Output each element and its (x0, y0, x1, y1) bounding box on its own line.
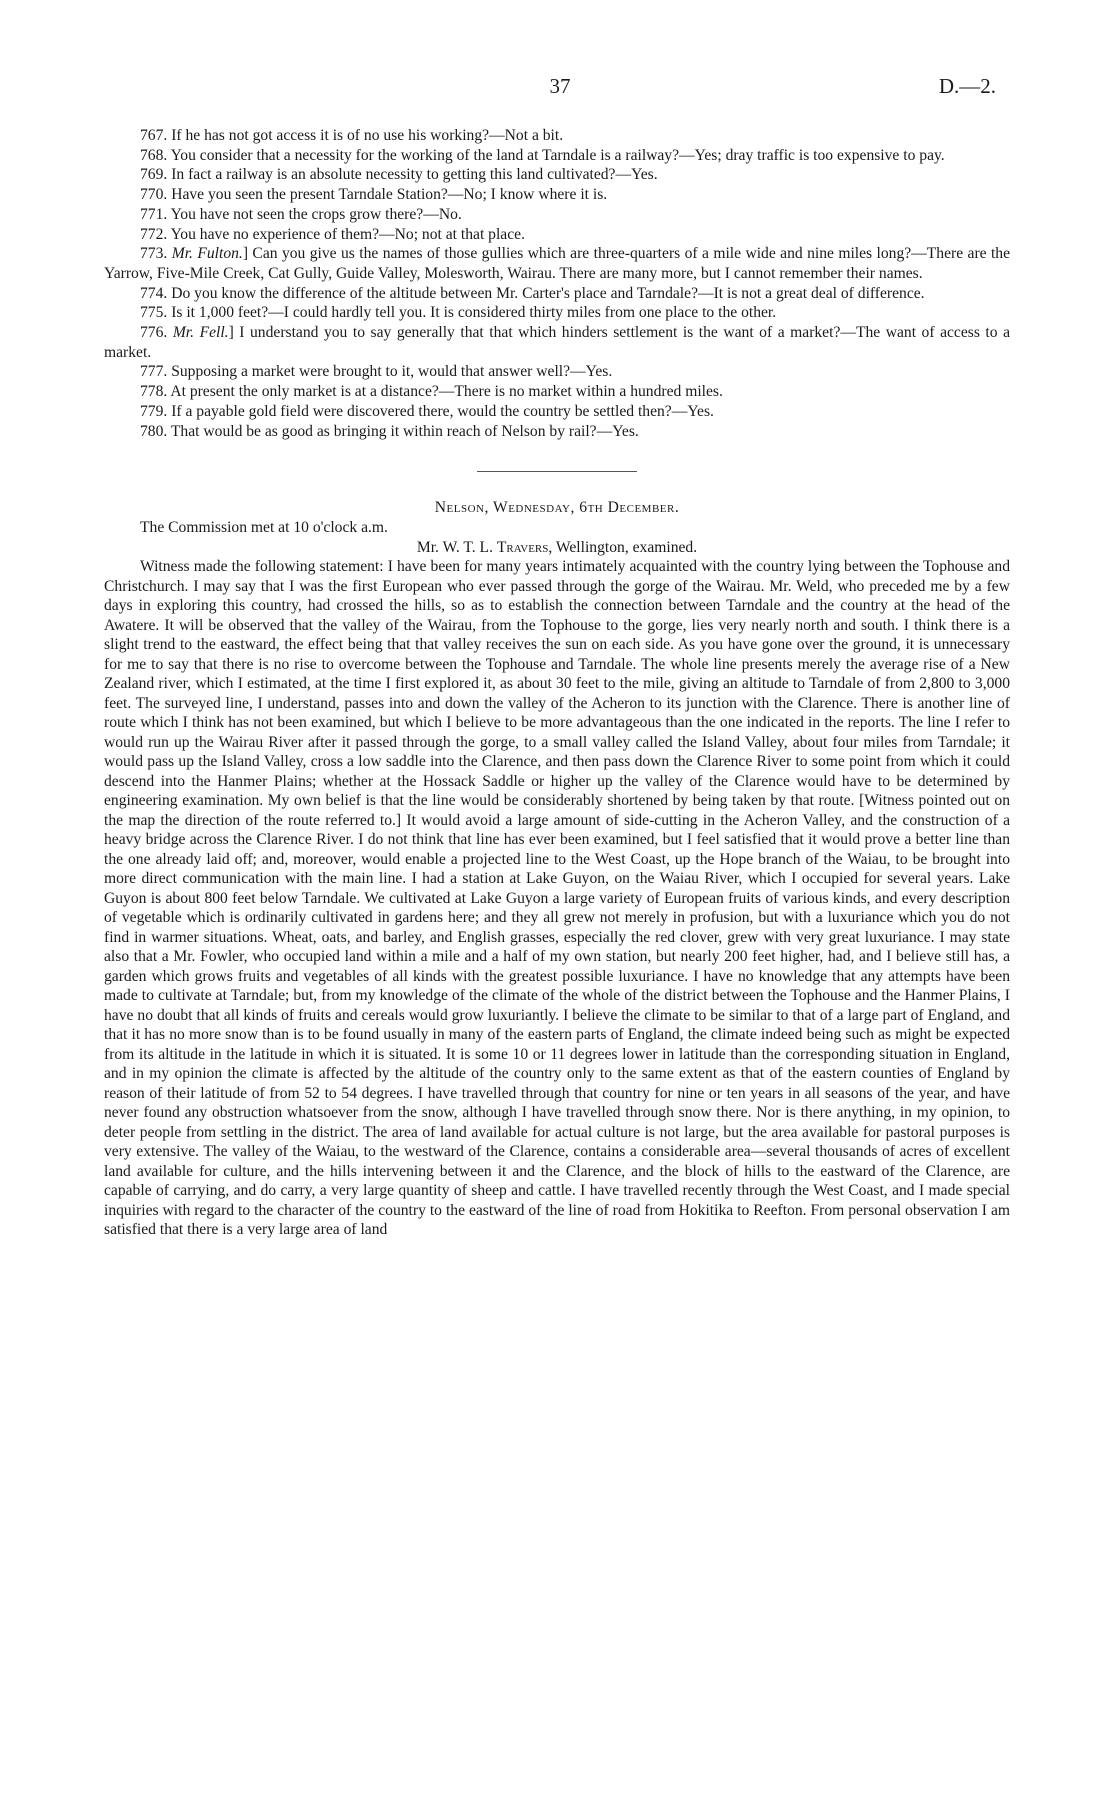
qa-paragraph: 776. Mr. Fell.] I understand you to say generally that that which hinders settlement is the want of a market?—The want of access to a market. (104, 324, 1010, 361)
page-number: 37 (549, 74, 571, 98)
section-heading: Nelson, Wednesday, 6th December. (434, 499, 680, 517)
qa-paragraph: 778. At present the only market is at a distance?—There is no market within a hundred miles. (140, 383, 723, 401)
qa-paragraph: 773. Mr. Fulton.] Can you give us the names of those gullies which are three-quarters of a mile wide and nine miles long?—There are the Yarrow, Five-Mile Creek, Cat Gully, Guide Valley, Molesworth, Wairau. There are many more, but I cannot remember their names. (104, 245, 1011, 282)
qa-paragraph: 779. If a payable gold field were discovered there, would the country be settled then?—Yes. (140, 402, 714, 420)
qa-paragraph: 767. If he has not got access it is of no use his working?—Not a bit. (140, 127, 564, 144)
qa-paragraph: 777. Supposing a market were brought to it, would that answer well?—Yes. (140, 363, 613, 381)
question-answer-list (104, 126, 1010, 441)
qa-paragraph: 770. Have you seen the present Tarndale Station?—No; I know where it is. (140, 186, 608, 204)
qa-paragraph: 774. Do you know the difference of the altitude between Mr. Carter's place and Tarndale?—It is not a great deal of difference. (140, 284, 925, 302)
qa-paragraph: 768. You consider that a necessity for the working of the land at Tarndale is a railway?—Yes; dray traffic is too expensive to pay. (140, 146, 945, 164)
qa-paragraph: 780. That would be as good as bringing it within reach of Nelson by rail?—Yes. (140, 422, 639, 440)
witness-heading: Mr. W. T. L. Travers, Wellington, examined. (416, 538, 698, 556)
qa-paragraph: 775. Is it 1,000 feet?—I could hardly tell you. It is considered thirty miles from one place to the other. (140, 304, 777, 322)
witness-statement: Witness made the following statement: I have been for many years intimately acquainted with the country lying between the Tophouse and Christchurch. I may say that I was the first European who ever passed through the gorge of the Wairau. Mr. Weld, who preceded me by a few days in exploring this country, had crossed the hills, so as to establish the connection between Tarndale and the country at the head of the Awatere. It will be observed that the valley of the Wairau, from the Tophouse to the gorge, lies very nearly north and south. I think there is a slight trend to the eastward, the effect being that that valley receives the sun on each side. As you have gone over the ground, it is unnecessary for me to say that there is no rise to overcome between the Tophouse and Tarndale. The whole line presents merely the average rise of a New Zealand river, which I estimated, at the time I first explored it, as about 30 feet to the mile, giving an altitude to Tarndale of from 2,800 to 3,000 feet. The surveyed line, I understand, passes into and down the valley of the Acheron to its junction with the Clarence. There is another line of route which I think has not been examined, but which I believe to be more advantageous than the one indicated in the reports. The line I refer to would run up the Wairau River after it passed through the gorge, to a small valley called the Island Valley, about four miles from Tarndale; it would pass up the Island Valley, cross a low saddle into the Clarence, and then pass down the Clarence River to some point from which it could descend into the Hanmer Plains; whether at the Hossack Saddle or higher up the valley of the Clarence would have to be determined by engineering examination. My own belief is that the line would be considerably shortened by being taken by that route. [Witness pointed out on the map the direction of the route referred to.] It would avoid a large amount of side-cutting in the Acheron Valley, and the construction of a heavy bridge across the Clarence River. I do not think that line has ever been examined, but I feel satisfied that it would prove a better line than the one already laid off; and, moreover, would enable a projected line to the West Coast, up the Hope branch of the Waiau, to be brought into more direct communication with the main line. I had a station at Lake Guyon, on the Waiau River, which I occupied for several years. Lake Guyon is about 800 feet below Tarndale. We cultivated at Lake Guyon a large variety of European fruits of various kinds, and every description of vegetable which is ordinarily cultivated in gardens here; and they all grew not merely in profusion, but with a luxuriance which you do not find in warmer situations. Wheat, oats, and barley, and English grasses, especially the red clover, grew with very great luxuriance. I may state also that a Mr. Fowler, who occupied land within a mile and a half of my own station, but nearly 200 feet higher, had, and I believe still has, a garden which grows fruits and vegetables of all kinds with the greatest possible luxuriance. I have no knowledge that any attempts have been made to cultivate at Tarndale; but, from my knowledge of the climate of the whole of the district between the Tophouse and the Hanmer Plains, I have no doubt that all kinds of fruits and cereals would grow luxuriantly. I believe the climate to be similar to that of a large part of England, and that it has no more snow than is to be found usually in many of the eastern parts of England, the climate indeed being such as might be expected from its altitude in the latitude in which it is situated. It is some 10 or 11 degrees lower in latitude than the corresponding situation in England, and in my opinion the climate is affected by the altitude of the country only to the same extent as that of the eastern counties of England by reason of their latitude of from 52 to 54 degrees. I have travelled through that country for nine or ten years in all seasons of the year, and have never found any obstruction whatsoever from the snow, although I have travelled through snow there. Nor is there anything, in my opinion, to deter people from settling in the district. The area of land available for actual culture is not large, but the area available for pastoral purposes is very extensive. The valley of the Waiau, to the westward of the Clarence, contains a considerable area—several thousands of acres of excellent land available for culture, and the hills intervening between it and the Clarence, and the block of hills to the eastward of the Clarence, are capable of carrying, and do carry, a very large quantity of sheep and cattle. I have travelled recently through the West Coast, and I made special inquiries with regard to the character of the country to the eastward of the line of road from Hokitika to Reefton. From personal observation I am satisfied that there is a very large area of land (104, 558, 1010, 1239)
meeting-note: The Commission met at 10 o'clock a.m. (140, 518, 388, 536)
qa-paragraph: 772. You have no experience of them?—No; not at that place. (140, 225, 525, 243)
qa-paragraph: 769. In fact a railway is an absolute necessity to getting this land cultivated?—Yes. (140, 166, 658, 184)
body-text (104, 126, 1010, 1240)
document-reference: D.—2. (938, 74, 996, 98)
section-separator (477, 471, 637, 472)
qa-paragraph: 771. You have not seen the crops grow there?—No. (140, 205, 462, 223)
